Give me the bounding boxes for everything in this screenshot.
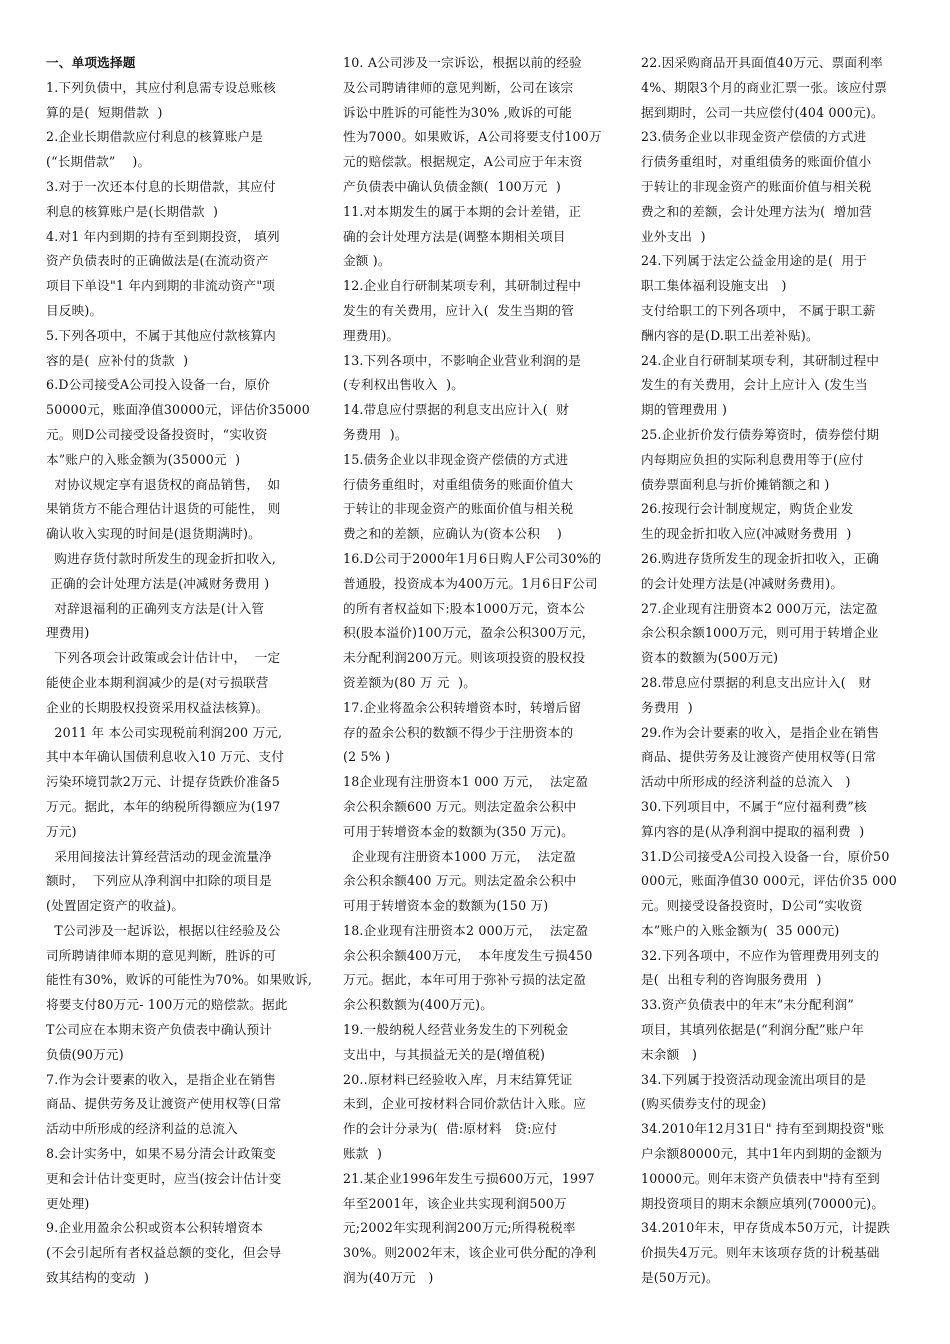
text-line: 是( 出租专利的咨询服务费用 ) bbox=[641, 972, 822, 988]
column-right bbox=[641, 51, 911, 1291]
text-line: 元;2002年实现利润200万元;所得税税率 bbox=[343, 1220, 576, 1236]
text-line: 金额 )。 bbox=[343, 253, 391, 269]
text-line: 额时， 下列应从净利润中扣除的项目是 bbox=[46, 873, 272, 889]
text-line: 24.下列属于法定公益金用途的是( 用于 bbox=[641, 253, 868, 269]
text-line: 31.D公司接受A公司投入设备一台，原价50 bbox=[641, 848, 890, 864]
text-line: 企业现有注册资本1000 万元， 法定盈 bbox=[343, 848, 576, 864]
text-line: 活动中所形成的经济利益的总流入 bbox=[46, 1121, 238, 1137]
text-line: 的会计处理方法是(冲减财务费用)。 bbox=[641, 575, 844, 591]
text-line: 可用于转增资本金的数额为(350 万元)。 bbox=[343, 823, 574, 839]
text-line: 3.对于一次还本付息的长期借款，其应付 bbox=[46, 178, 276, 194]
text-line: 未到，企业可按材料合同价款估计入账。应 bbox=[343, 1096, 587, 1112]
text-line: 12.企业自行研制某项专利，其研制过程中 bbox=[343, 278, 582, 294]
text-line: 资差额为(80 万 元 )。 bbox=[343, 674, 477, 690]
text-line: 账款 ) bbox=[343, 1146, 383, 1162]
text-line: 13.下列各项中，不影响企业营业利润的是 bbox=[343, 352, 582, 368]
text-line: 理费用) bbox=[46, 625, 90, 641]
text-line: 33.资产负债表中的年末“未分配利润” bbox=[641, 997, 855, 1013]
text-line: 2.企业长期借款应付利息的核算账户是 bbox=[46, 129, 264, 145]
text-line: 下列各项会计政策或会计估计中， 一定 bbox=[46, 650, 281, 666]
text-line: 性为7000。如果败诉，A公司将要支付100万 bbox=[343, 129, 602, 145]
text-line: 职工集体福利设施支出 ) bbox=[641, 278, 787, 294]
text-line: 正确的会计处理方法是(冲减财务费用 ) bbox=[46, 575, 270, 591]
text-line: 万元) bbox=[46, 823, 77, 839]
text-line: (购买债券支付的现金) bbox=[641, 1096, 767, 1112]
text-line: 18.企业现有注册资本2 000万元， 法定盈 bbox=[343, 922, 589, 938]
text-line: 致其结构的变动 ) bbox=[46, 1270, 150, 1286]
text-line: T公司应在本期末资产负债表中确认预计 bbox=[46, 1022, 273, 1038]
text-line: 本”账户的入账金额为(35000元 ) bbox=[46, 451, 241, 467]
text-line: 务费用 ) bbox=[641, 699, 693, 715]
text-line: (专利权出售收入 )。 bbox=[343, 377, 464, 393]
text-line: 6.D公司接受A公司投入设备一台，原价 bbox=[46, 377, 270, 393]
text-line: 11.对本期发生的属于本期的会计差错，正 bbox=[343, 203, 582, 219]
text-line: 确认收入实现的时间是(退货期满时)。 bbox=[46, 526, 261, 542]
text-line: 余公积数额为(400万元)。 bbox=[343, 997, 494, 1013]
text-line: 内每期应负担的实际利息费用等于(应付 bbox=[641, 451, 864, 467]
text-line: 发生的有关费用，会计上应计入 (发生当 bbox=[641, 377, 868, 393]
column-middle bbox=[343, 51, 613, 1291]
text-line: (“长期借款” )。 bbox=[46, 154, 151, 170]
text-line: 的所有者权益如下:股本1000万元，资本公 bbox=[343, 600, 585, 616]
text-line: 利息的核算账户是(长期借款 ) bbox=[46, 203, 219, 219]
text-line: 价损失4万元。则年末该项存货的计税基础 bbox=[641, 1245, 880, 1261]
text-line: 其中本年确认国债利息收入10 万元、支付 bbox=[46, 749, 285, 765]
text-line: 本”账户的入账金额为( 35 000元) bbox=[641, 922, 840, 938]
text-line: 34.下列属于投资活动现金流出项目的是 bbox=[641, 1071, 867, 1087]
text-line: 能使企业本期利润减少的是(对亏损联营 bbox=[46, 674, 269, 690]
text-line: 10000元。则年末资产负债表中"持有至到 bbox=[641, 1170, 880, 1186]
text-line: 26.购进存货所发生的现金折扣收入，正确 bbox=[641, 550, 880, 566]
text-line: 据到期时，公司一共应偿付(404 000元)。 bbox=[641, 104, 884, 120]
text-line: 污染环境罚款2万元、计提存货跌价准备5 bbox=[46, 774, 280, 790]
text-line: 18企业现有注册资本1 000 万元， 法定盈 bbox=[343, 774, 589, 790]
text-line: 确的会计处理方法是(调整本期相关项目 bbox=[343, 228, 566, 244]
text-line: 业外支出 ) bbox=[641, 228, 706, 244]
text-line: 及公司聘请律师的意见判断，公司在该宗 bbox=[343, 79, 574, 95]
text-line: 17.企业将盈余公积转增资本时，转增后留 bbox=[343, 699, 582, 715]
text-line: 1.下列负债中，其应付利息需专设总账核 bbox=[46, 79, 276, 95]
text-line: 是(50万元)。 bbox=[641, 1270, 719, 1286]
text-line: 28.带息应付票据的利息支出应计入( 财 bbox=[641, 674, 872, 690]
text-line: 司所聘请律师本期的意见判断，胜诉的可 bbox=[46, 947, 277, 963]
text-line: T公司涉及一起诉讼，根据以往经验及公 bbox=[46, 922, 281, 938]
text-line: 29.作为会计要素的收入，是指企业在销售 bbox=[641, 724, 880, 740]
text-line: 费之和的差额，会计处理方法为( 增加营 bbox=[641, 203, 873, 219]
section-heading: 一、单项选择题 bbox=[46, 55, 136, 70]
text-line: 容的是( 应补付的货款 ) bbox=[46, 352, 189, 368]
text-line: 末余额 ) bbox=[641, 1046, 698, 1062]
text-line: 50000元，账面净值30000元，评估价35000 bbox=[46, 402, 310, 418]
text-line: 资产负债表时的正确做法是(在流动资产 bbox=[46, 253, 269, 269]
text-line: 发生的有关费用，应计入( 发生当期的管 bbox=[343, 302, 575, 318]
text-line: 15.债务企业以非现金资产偿债的方式进 bbox=[343, 451, 569, 467]
text-line: 购进存货付款时所发生的现金折扣收入, bbox=[46, 550, 277, 566]
text-line: 普通股，投资成本为400万元。1月6日F公司 bbox=[343, 575, 598, 591]
text-line: 对协议规定享有退货权的商品销售， 如 bbox=[46, 476, 281, 492]
text-line: 元。则接受设备投资时，D公司“实收资 bbox=[641, 898, 863, 914]
text-line: 20..原材料已经验收入库，月末结算凭证 bbox=[343, 1071, 573, 1087]
text-line: 21.某企业1996年发生亏损600万元，1997 bbox=[343, 1170, 595, 1186]
text-line: 元的赔偿款。根据规定，A公司应于年末资 bbox=[343, 154, 583, 170]
text-line: 16.D公司于2000年1月6日购人F公司30%的 bbox=[343, 550, 602, 566]
text-line: 资本的数额为(500万元) bbox=[641, 650, 779, 666]
text-line: 30.下列项目中，不属于“应付福利费”核 bbox=[641, 798, 867, 814]
text-line: 产负债表中确认负债金额( 100万元 ) bbox=[343, 178, 561, 194]
text-line: 万元。据此，本年可用于弥补亏损的法定盈 bbox=[343, 972, 587, 988]
text-line: 期的管理费用 ) bbox=[641, 402, 728, 418]
text-line: 于转让的非现金资产的账面价值与相关税 bbox=[641, 178, 872, 194]
text-line: 作的会计分录为( 借:原材料 贷:应付 bbox=[343, 1121, 558, 1137]
text-line: 项目，其填列依据是(“利润分配”账户年 bbox=[641, 1022, 865, 1038]
text-line: 果销货方不能合理估计退货的可能性， 则 bbox=[46, 501, 281, 517]
text-line: 算内容的是(从净利润中提取的福利费 ) bbox=[641, 823, 865, 839]
text-line: 活动中所形成的经济利益的总流入 ) bbox=[641, 774, 851, 790]
text-line: 万元。据此，本年的纳税所得额应为(197 bbox=[46, 798, 281, 814]
text-line: 25.企业折价发行债券筹资时，债券偿付期 bbox=[641, 426, 880, 442]
text-line: 生的现金折扣收入应(冲减财务费用 ) bbox=[641, 526, 852, 542]
text-line: 期投资项目的期末余额应填列(70000元)。 bbox=[641, 1195, 885, 1211]
text-line: 19.一般纳税人经营业务发生的下列税金 bbox=[343, 1022, 569, 1038]
text-line: 诉讼中胜诉的可能性为30% ,败诉的可能 bbox=[343, 104, 572, 120]
text-line: 酬内容的是(D.职工出差补贴)。 bbox=[641, 327, 819, 343]
text-line: 27.企业现有注册资本2 000万元，法定盈 bbox=[641, 600, 878, 616]
text-line: 润为(40万元 ) bbox=[343, 1270, 434, 1286]
text-line: 支付给职工的下列各项中， 不属于职工薪 bbox=[641, 302, 876, 318]
text-line: (处置固定资产的收益)。 bbox=[46, 898, 185, 914]
text-line: 更和会计估计变更时，应当(按会计估计变 bbox=[46, 1170, 282, 1186]
text-line: 32.下列各项中，不应作为管理费用列支的 bbox=[641, 947, 880, 963]
text-line: 未分配利润200万元。则该项投资的股权投 bbox=[343, 650, 586, 666]
text-line: 于转让的非现金资产的账面价值与相关税 bbox=[343, 501, 574, 517]
text-line: 4.对1 年内到期的持有至到期投资， 填列 bbox=[46, 228, 280, 244]
text-line: 能性有30%，败诉的可能性为70%。如果败诉, bbox=[46, 972, 313, 988]
text-line: 24.企业自行研制某项专利，其研制过程中 bbox=[641, 352, 880, 368]
text-line: 目反映)。 bbox=[46, 302, 103, 318]
text-line: 债券票面利息与折价摊销额之和 ) bbox=[641, 476, 830, 492]
column-left bbox=[46, 51, 316, 1291]
text-line: 商品、提供劳务及让渡资产使用权等(日常 bbox=[641, 749, 877, 765]
text-line: 23.债务企业以非现金资产偿债的方式进 bbox=[641, 129, 867, 145]
text-line: 采用间接法计算经营活动的现金流量净 bbox=[46, 848, 272, 864]
text-line: 2011 年 本公司实现税前利润200 万元, bbox=[46, 724, 283, 740]
text-line: 户余额80000元，其中1年内到期的金额为 bbox=[641, 1146, 883, 1162]
text-line: 理费用)。 bbox=[343, 327, 400, 343]
text-line: 22.因采购商品开具面值40万元、票面利率 bbox=[641, 55, 883, 70]
text-line: 7.作为会计要素的收入，是指企业在销售 bbox=[46, 1071, 276, 1087]
text-line: 9.企业用盈余公积或资本公积转增资本 bbox=[46, 1220, 264, 1236]
text-line: 34.2010年末，甲存货成本50万元，计提跌 bbox=[641, 1220, 891, 1236]
text-line: (2 5% ) bbox=[343, 749, 391, 765]
text-line: 年至2001年，该企业共实现利润500万 bbox=[343, 1195, 567, 1211]
text-line: 行债务重组时，对重组债务的账面价值大 bbox=[343, 476, 574, 492]
text-line: 34.2010年12月31日" 持有至到期投资"账 bbox=[641, 1121, 885, 1137]
text-line: 10. A公司涉及一宗诉讼，根据以前的经验 bbox=[343, 55, 582, 70]
text-line: 商品、提供劳务及让渡资产使用权等(日常 bbox=[46, 1096, 282, 1112]
text-line: 对辞退福利的正确列支方法是(计入管 bbox=[46, 600, 265, 616]
text-line: 可用于转增资本金的数额为(150 万) bbox=[343, 898, 549, 914]
text-line: 8.会计实务中，如果不易分清会计政策变 bbox=[46, 1146, 276, 1162]
text-line: 元。则D公司接受设备投资时，“实收资 bbox=[46, 426, 268, 442]
text-line: 余公积余额1000万元，则可用于转增企业 bbox=[641, 625, 879, 641]
text-line: 积(股本溢价)100万元，盈余公积300万元， bbox=[343, 625, 595, 641]
text-line: 算的是( 短期借款 ) bbox=[46, 104, 163, 120]
text-line: 更处理) bbox=[46, 1195, 90, 1211]
text-line: 支出中，与其损益无关的是(增值税) bbox=[343, 1046, 546, 1062]
text-line: 务费用 )。 bbox=[343, 426, 408, 442]
text-line: 负债(90万元) bbox=[46, 1046, 124, 1062]
text-line: 30%。则2002年末，该企业可供分配的净利 bbox=[343, 1245, 597, 1261]
text-line: 14.带息应付票据的利息支出应计入( 财 bbox=[343, 402, 570, 418]
text-line: 4%、期限3个月的商业汇票一张。该应付票 bbox=[641, 79, 888, 95]
text-line: 000元，账面净值30 000元，评估价35 000 bbox=[641, 873, 897, 889]
text-line: 余公积余额400万元， 本年度发生亏损450 bbox=[343, 947, 593, 963]
text-line: 企业的长期股权投资采用权益法核算)。 bbox=[46, 699, 269, 715]
text-line: 26.按现行会计制度规定，购货企业发 bbox=[641, 501, 854, 517]
text-line: 项目下单设"1 年内到期的非流动资产"项 bbox=[46, 278, 276, 294]
text-line: 费之和的差额，应确认为(资本公积 ) bbox=[343, 526, 562, 542]
text-line: (不会引起所有者权益总额的变化，但会导 bbox=[46, 1245, 282, 1261]
text-line: 5.下列各项中，不属于其他应付款核算内 bbox=[46, 327, 276, 343]
text-line: 行债务重组时，对重组债务的账面价值小 bbox=[641, 154, 872, 170]
text-line: 将要支付80万元- 100万元的赔偿款。据此 bbox=[46, 997, 288, 1013]
text-line: 余公积余额600 万元。则法定盈余公积中 bbox=[343, 798, 577, 814]
text-line: 余公积余额400 万元。则法定盈余公积中 bbox=[343, 873, 577, 889]
text-line: 存的盈余公积的数额不得少于注册资本的 bbox=[343, 724, 574, 740]
